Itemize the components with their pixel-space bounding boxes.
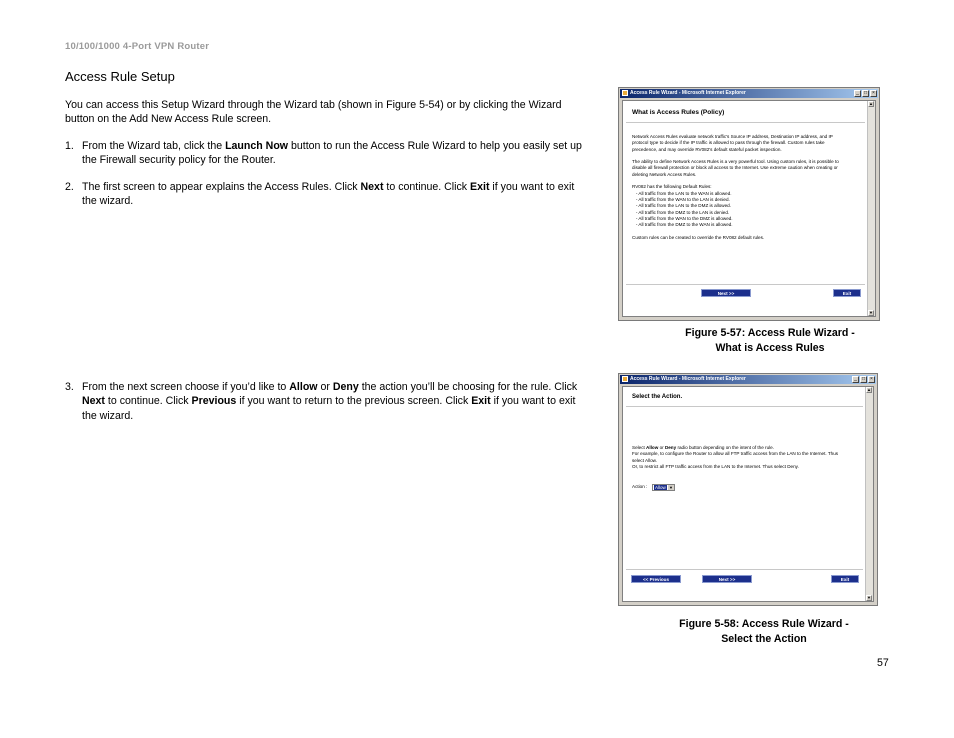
scroll-down-icon[interactable]: ▼ [869,310,873,315]
next-button[interactable]: Next >> [702,575,752,583]
action-select[interactable] [652,484,675,491]
minimize-icon[interactable]: _ [854,90,861,97]
scroll-up-icon[interactable]: ▲ [867,387,871,392]
window-title: Access Rule Wizard - Microsoft Internet Explorer [630,376,746,382]
wizard-description: Network Access Rules evaluate network traffic's Source IP address, Destination IP address, and IP protocol type to decide if the IP traffic is allowed to pass through the firewall. Custom rules take precedence, and may override RV082's default stateful packet inspection. The ability to define Network Access Rules is a very powerful tool. Using custom rules, it is possible to disable all firewall protection or block all access to the Internet. Use extreme caution when creating or deleting Network Access Rules. RV082 has the following Default Rules: - All traffic from the LAN to the WAN is allowed. - All traffic from the WAN to the LAN is denied. - All traffic from the LAN to the DMZ is allowed. - All traffic from the DMZ to the LAN is denied. - All traffic from the WAN to the DMZ is allowed. - All traffic from the DMZ to the WAN is allowed. Custom rules can be created to override the RV082 default rules. [632,134,839,240]
minimize-icon[interactable]: _ [852,376,859,383]
maximize-icon[interactable]: □ [863,90,868,96]
ie-icon [622,90,628,96]
next-button[interactable]: Next >> [701,289,751,297]
divider [626,122,865,123]
window-title: Access Rule Wizard - Microsoft Internet Explorer [630,90,746,96]
divider [626,284,865,285]
maximize-icon[interactable]: □ [861,376,866,382]
wizard-heading: What is Access Rules (Policy) [632,109,725,116]
close-icon[interactable]: × [868,376,875,383]
step-1 [65,139,587,168]
page-number: 57 [877,657,889,669]
figure-5-58-caption: Figure 5-58: Access Rule Wizard - Select the Action [679,618,849,645]
scrollbar[interactable] [865,387,873,601]
wizard-description: Select Allow or Deny radio button depending on the intent of the rule. For example, to configure the Router to allow all FTP traffic access from the LAN to the Internet. Thus select Allow. Or, to restrict all FTP traffic access from the LAN to the Internet. Thus select Deny. [632,445,839,469]
scroll-down-icon[interactable]: ▼ [867,595,871,600]
divider [626,406,863,407]
step-number: 1. [65,140,74,152]
window-titlebar [620,89,878,98]
window-content [622,386,874,602]
scroll-up-icon[interactable]: ▲ [869,101,873,106]
step-number: 2. [65,181,74,193]
close-icon[interactable]: × [870,90,877,97]
intro-paragraph: You can access this Setup Wizard through the Wizard tab (shown in Figure 5-54) or by clicking the Wizard button on the Add New Access Rule screen. [65,99,562,126]
step-2 [65,180,587,209]
divider [626,569,863,570]
action-select-value: Allow [655,485,666,490]
exit-button[interactable]: Exit [833,289,861,297]
step-text: The first screen to appear explains the Access Rules. Click Next to continue. Click Exit if you want to exit the wizard. [82,181,575,208]
scrollbar[interactable] [867,101,875,316]
previous-button[interactable]: << Previous [631,575,681,583]
ie-icon [622,376,628,382]
figure-5-57-caption: Figure 5-57: Access Rule Wizard - What is Access Rules [685,327,855,354]
window-content [622,100,876,317]
running-header: 10/100/1000 4-Port VPN Router [65,41,210,52]
step-number: 3. [65,381,74,393]
step-text: From the Wizard tab, click the Launch Now button to run the Access Rule Wizard to help you easily set up the Firewall security policy for the Router. [82,140,582,167]
figure-5-57-screenshot [618,87,880,321]
chevron-down-icon[interactable]: ▼ [669,485,673,490]
exit-button[interactable]: Exit [831,575,859,583]
step-3 [65,380,587,423]
figure-5-58-screenshot [618,373,878,606]
action-label: Action : [632,484,648,489]
section-title: Access Rule Setup [65,69,175,84]
step-text: From the next screen choose if you’d like to Allow or Deny the action you’ll be choosing for the rule. Click Next to continue. Click Previous if you want to return to the previous screen. Click Exit if you want to exit the wizard. [82,381,578,422]
window-titlebar [620,375,876,384]
wizard-heading: Select the Action. [632,394,683,400]
